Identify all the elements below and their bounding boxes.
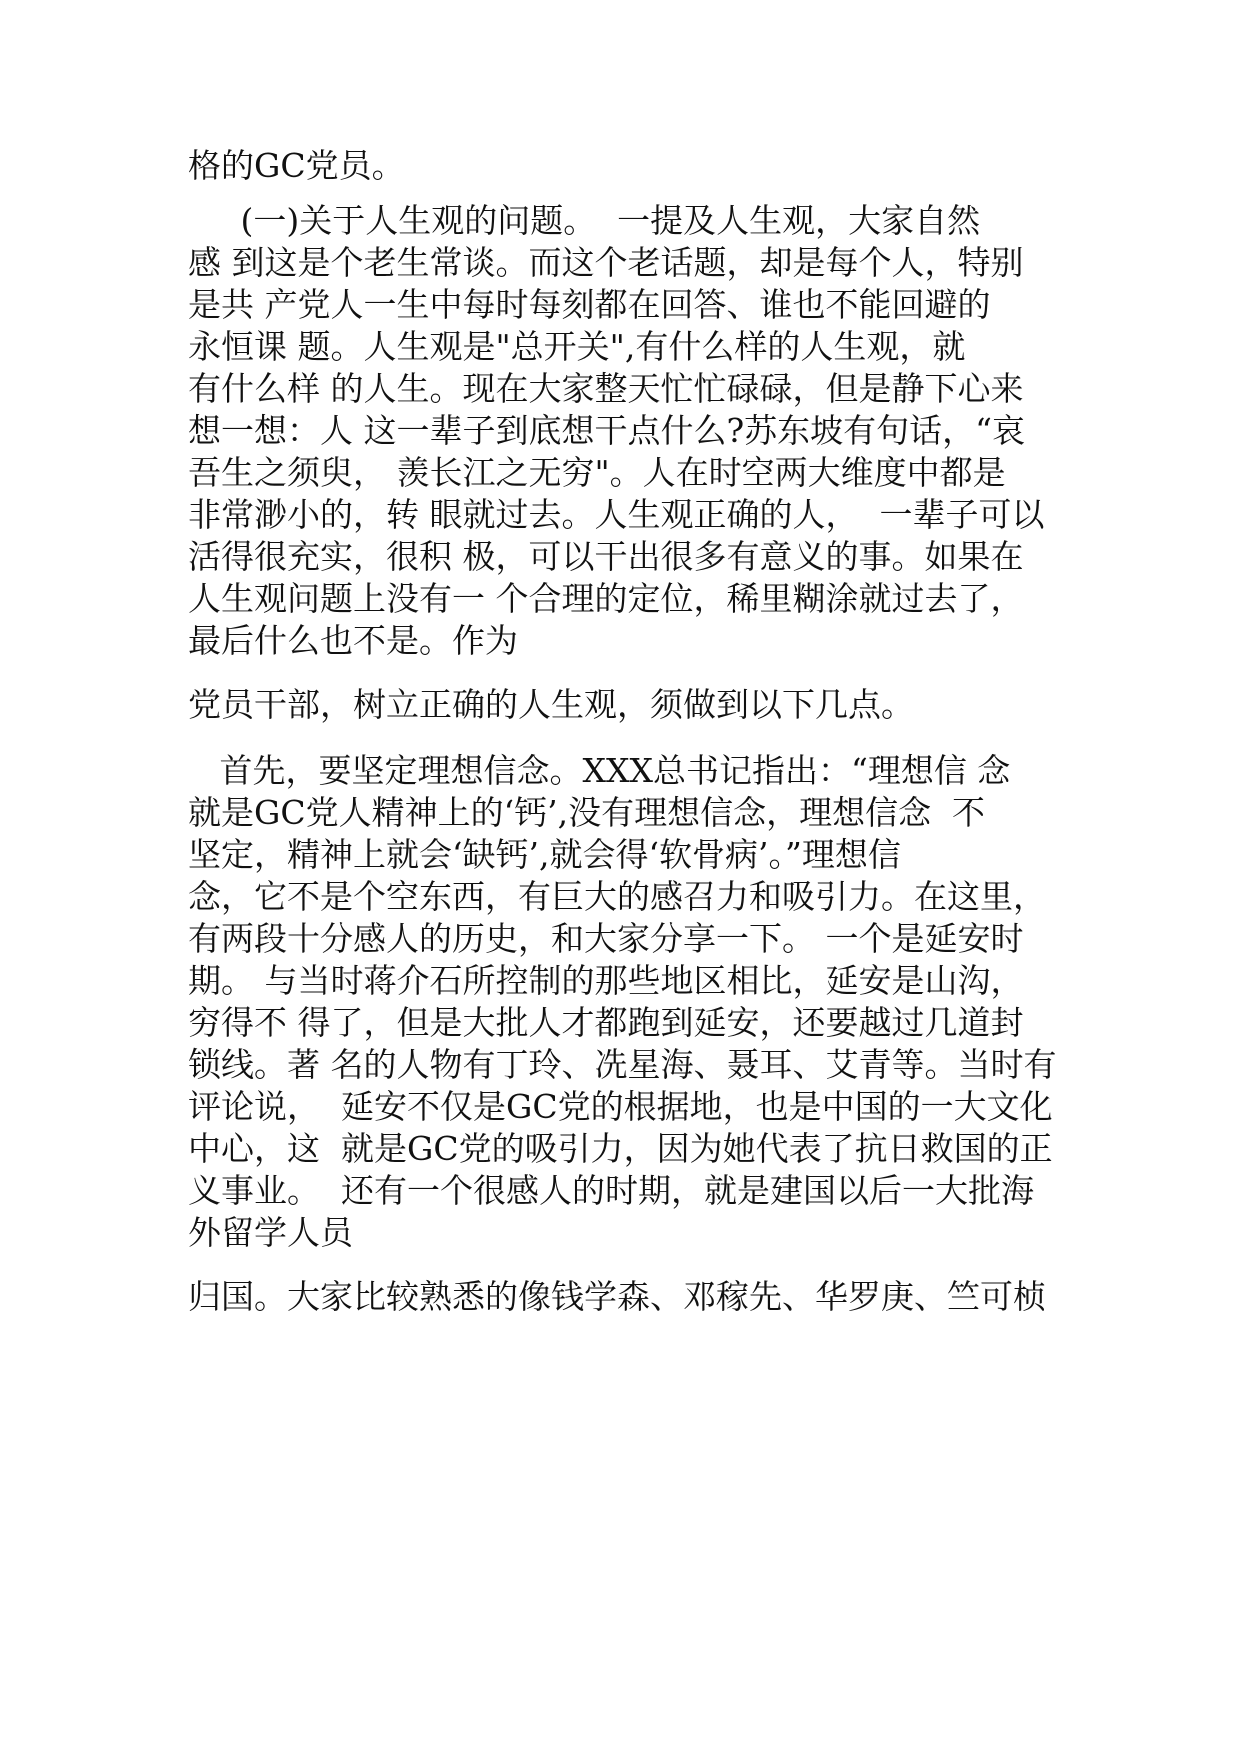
text-line: 评论说， 延安不仅是GC党的根据地，也是中国的一大文化 [188,1087,1053,1126]
text-line: 格的GC党员。 [188,146,405,185]
text-line: 有两段十分感人的历史，和大家分享一下。 一个是延安时 [188,919,1024,958]
text-line: 党员干部，树立正确的人生观，须做到以下几点。 [188,685,914,724]
text-line: 最后什么也不是。作为 [188,621,518,660]
text-line: 想一想：人 这一辈子到底想干点什么?苏东坡有句话，“哀 [188,411,1026,450]
text-line: 外留学人员 [188,1213,353,1252]
text-line: 人生观问题上没有一 个合理的定位，稀里糊涂就过去了， [188,579,1024,618]
text-line: 非常渺小的，转 眼就过去。人生观正确的人， 一辈子可以 [188,495,1045,534]
text-line: 念，它不是个空东西，有巨大的感召力和吸引力。在这里， [188,877,1046,916]
text-line: 坚定，精神上就会‘缺钙’,就会得‘软骨病’。”理想信 [188,835,901,874]
text-line: 中心，这 就是GC党的吸引力，因为她代表了抗日救国的正 [188,1129,1053,1168]
text-line: 义事业。 还有一个很感人的时期，就是建国以后一大批海 [188,1171,1034,1210]
text-line: 就是GC党人精神上的‘钙’,没有理想信念，理想信念 不 [188,793,986,832]
text-line: 首先，要坚定理想信念。XXX总书记指出：“理想信 念 [188,751,1011,790]
text-line: 活得很充实，很积 极，可以干出很多有意义的事。如果在 [188,537,1024,576]
text-line: 期。 与当时蒋介石所控制的那些地区相比，延安是山沟， [188,961,1024,1000]
text-line: 归国。大家比较熟悉的像钱学森、邓稼先、华罗庚、竺可桢 [188,1277,1046,1316]
text-line: 有什么样 的人生。现在大家整天忙忙碌碌，但是静下心来 [188,369,1024,408]
text-line: (一)关于人生观的问题。 一提及人生观，大家自然 [188,201,981,240]
text-line: 穷得不 得了，但是大批人才都跑到延安，还要越过几道封 [188,1003,1024,1042]
text-line: 吾生之须臾， 羡长江之无穷"。人在时空两大维度中都是 [188,453,1006,492]
text-line: 锁线。著 名的人物有丁玲、冼星海、聂耳、艾青等。当时有 [188,1045,1057,1084]
text-line: 是共 产党人一生中每时每刻都在回答、谁也不能回避的 [188,285,991,324]
text-line: 永恒课 题。人生观是"总开关",有什么样的人生观，就 [188,327,966,366]
text-line: 感 到这是个老生常谈。而这个老话题，却是每个人，特别 [188,243,1024,282]
